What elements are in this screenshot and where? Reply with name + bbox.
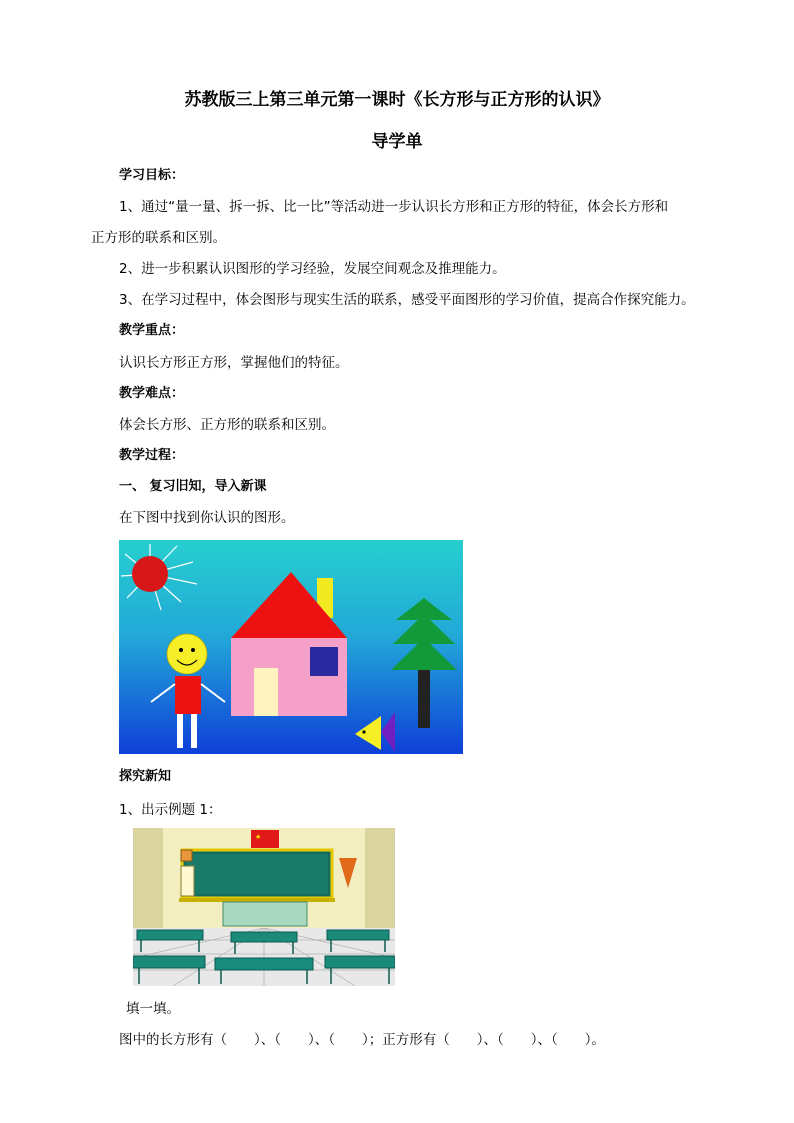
teacher-desk	[223, 902, 307, 926]
explore-heading: 探究新知	[119, 769, 172, 784]
objective-1-line1: 1、通过“量一量、拆一拆、比一比”等活动进一步认识长方形和正方形的特征，体会长方形和	[119, 199, 669, 215]
difficult-text: 体会长方形、正方形的联系和区别。	[119, 417, 335, 433]
door-rectangle	[254, 668, 278, 716]
objective-3: 3、在学习过程中，体会图形与现实生活的联系，感受平面图形的学习价值，提高合作探究能力。	[119, 292, 695, 308]
fill-text: 图中的长方形有（ ）、（ ）、（ ）；正方形有（ ）、（ ）、（ ）。	[119, 1032, 605, 1048]
page-subtitle: 导学单	[371, 132, 423, 152]
fill-label: 填一填。	[126, 1001, 180, 1017]
classroom-image	[133, 828, 395, 986]
difficult-heading: 教学难点：	[119, 386, 185, 401]
example-label: 1、出示例题 1：	[119, 802, 222, 818]
objective-2: 2、进一步积累认识图形的学习经验，发展空间观念及推理能力。	[119, 261, 506, 277]
part1-heading: 一、 复习旧知，导入新课	[119, 479, 267, 494]
poster-rectangle	[181, 866, 194, 896]
blackboard-rectangle	[182, 850, 332, 898]
process-heading: 教学过程：	[119, 448, 185, 463]
key-heading: 教学重点：	[119, 323, 185, 338]
part1-text: 在下图中找到你认识的图形。	[119, 510, 295, 526]
objective-1-line2: 正方形的联系和区别。	[91, 230, 226, 246]
objectives-heading: 学习目标：	[119, 168, 185, 183]
shapes-scene-image	[119, 540, 463, 754]
key-text: 认识长方形正方形，掌握他们的特征。	[119, 355, 349, 371]
svg-text:★: ★	[255, 833, 262, 841]
page-title: 苏教版三上第三单元第一课时《长方形与正方形的认识》	[184, 90, 610, 110]
window-square	[310, 647, 338, 676]
clock-square	[181, 850, 192, 861]
